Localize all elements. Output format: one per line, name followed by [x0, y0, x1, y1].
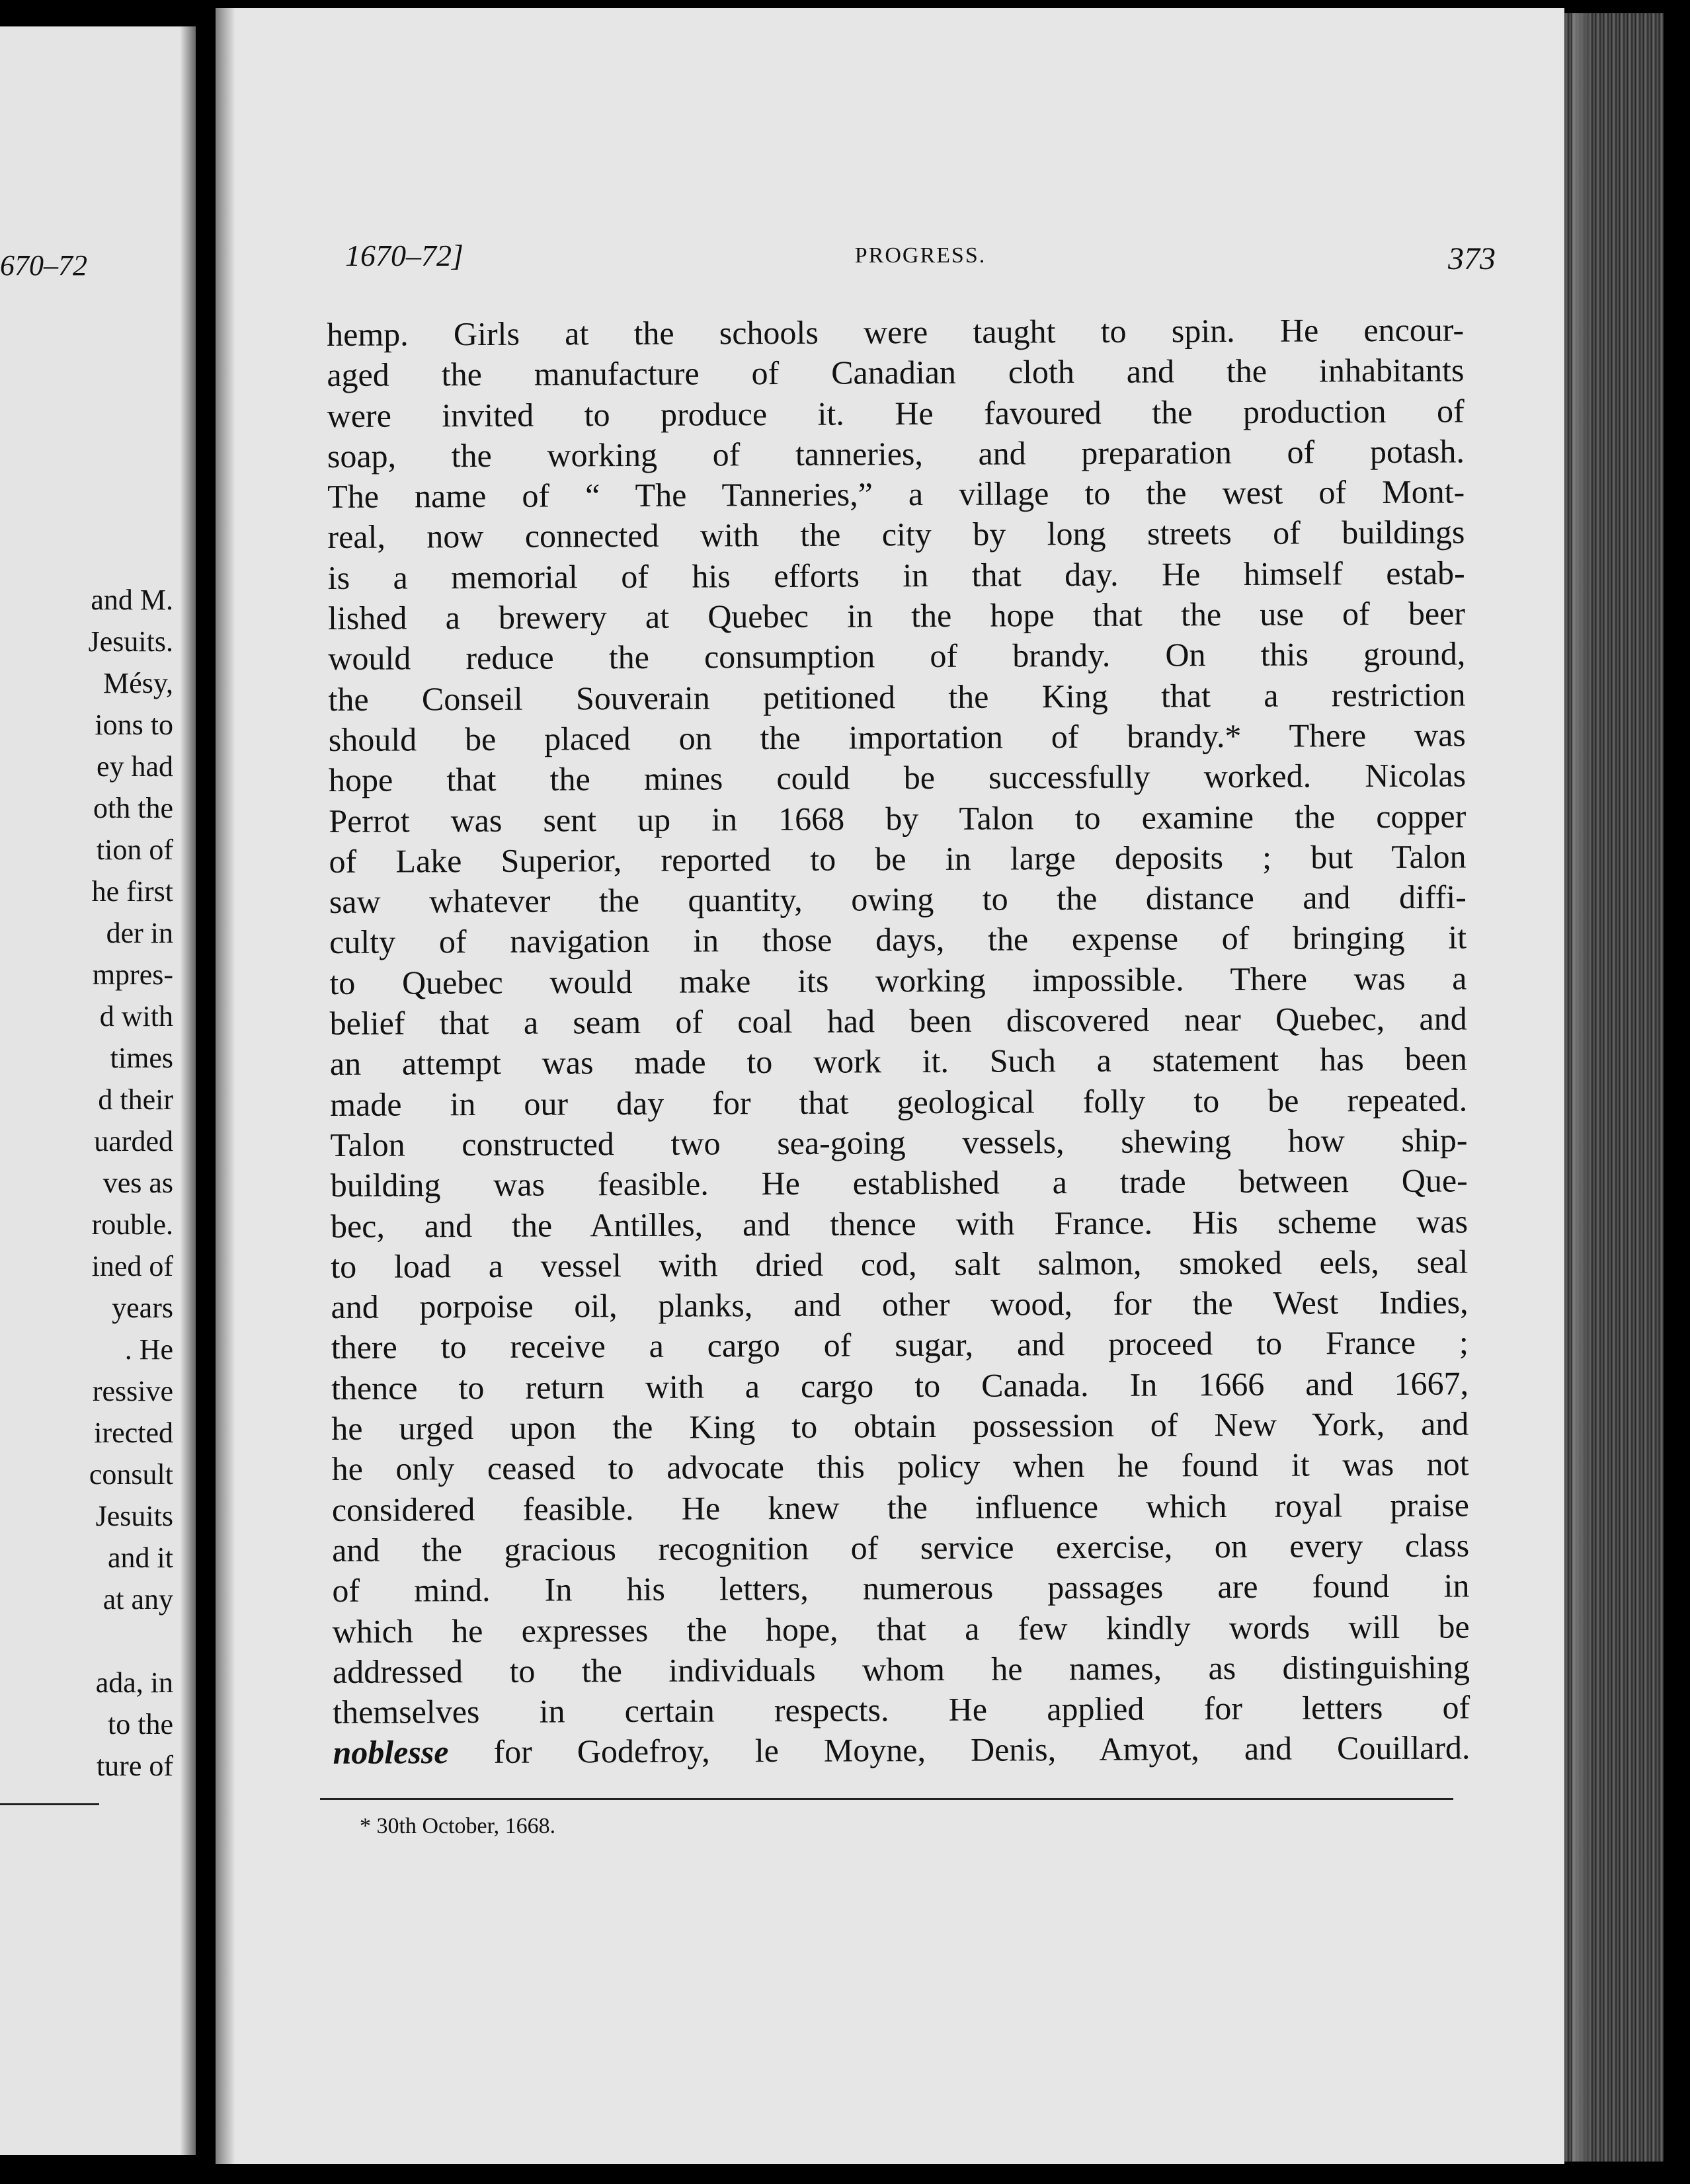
- body-line: lished a brewery at Quebec in the hope that the use of beer: [327, 594, 1466, 637]
- left-page-line: . He: [124, 1333, 173, 1366]
- body-line: bec, and the Antilles, and thence with France. His scheme was: [330, 1202, 1469, 1245]
- left-page-line: Jesuits.: [88, 625, 173, 658]
- left-page-line: at any: [102, 1583, 173, 1616]
- left-page-line: to the: [108, 1708, 173, 1740]
- left-footnote-rule: [0, 1803, 99, 1805]
- body-line: considered feasible. He knew the influence which royal praise: [331, 1486, 1469, 1528]
- left-page-line: tion of: [96, 834, 173, 866]
- body-line: hope that the mines could be successfully worked. Nicolas: [328, 756, 1467, 799]
- left-page-line: Jesuits: [95, 1500, 173, 1532]
- left-page-line: mpres-: [92, 958, 173, 991]
- fore-edge-highlight: [1572, 13, 1589, 2162]
- body-line: should be placed on the importation of brandy.* There was: [328, 716, 1466, 758]
- left-page-text: [89, 579, 173, 1787]
- body-line: addressed to the individuals whom he names, as distinguishing: [332, 1648, 1470, 1690]
- footnote-rule: [320, 1798, 1453, 1800]
- body-line: real, now connected with the city by long streets of buildings: [327, 513, 1465, 556]
- body-line: [333, 1728, 1470, 1774]
- left-page-line: years: [112, 1292, 173, 1324]
- gutter-shadow: [180, 26, 196, 2155]
- body-line: there to receive a cargo of sugar, and proceed to France ;: [331, 1323, 1469, 1366]
- body-line: to load a vessel with dried cod, salt salmon, smoked eels, seal: [331, 1243, 1469, 1285]
- left-page-line: Mésy,: [103, 667, 173, 699]
- body-line: thence to return with a cargo to Canada. In 1666 and 1667,: [331, 1364, 1469, 1407]
- left-page-line: ey had: [96, 750, 173, 783]
- body-line: Perrot was sent up in 1668 by Talon to examine the copper: [329, 797, 1467, 839]
- body-line: building was feasible. He established a trade between Que-: [330, 1161, 1468, 1204]
- body-line: culty of navigation in those days, the expense of bringing it: [329, 918, 1467, 961]
- left-page-line: ture of: [96, 1750, 173, 1782]
- body-line: and the gracious recognition of service exercise, on every class: [332, 1526, 1470, 1569]
- body-line: of mind. In his letters, numerous passages are found in: [332, 1567, 1470, 1610]
- body-line-rest: for Godefroy, le Moyne, Denis, Amyot, and Couillard.: [448, 1729, 1470, 1771]
- left-page-line: he first: [91, 875, 173, 908]
- body-line: were invited to produce it. He favoured the production of: [327, 392, 1465, 434]
- body-line: hemp. Girls at the schools were taught to spin. He encour-: [327, 311, 1465, 353]
- running-head-years: 1670–72]: [345, 239, 463, 272]
- body-line: Talon constructed two sea-going vessels, shewing how ship-: [330, 1121, 1468, 1163]
- binding-shadow: [216, 8, 235, 2164]
- left-running-head: 670–72: [0, 249, 87, 282]
- body-line: is a memorial of his efforts in that day. He himself estab-: [327, 554, 1465, 596]
- footnote: * 30th October, 1668.: [360, 1814, 556, 1838]
- body-line: would reduce the consumption of brandy. On this ground,: [328, 635, 1466, 678]
- left-page-line: ada, in: [95, 1666, 173, 1699]
- left-page-line: ressive: [92, 1375, 173, 1407]
- left-page-line: ions to: [95, 709, 173, 741]
- body-line: of Lake Superior, reported to be in large deposits ; but Talon: [329, 838, 1467, 880]
- left-page-line: d their: [98, 1083, 173, 1116]
- book-fore-edge: [1564, 13, 1664, 2162]
- body-line: the Conseil Souverain petitioned the King that a restriction: [328, 676, 1466, 718]
- left-page-line: [89, 1620, 173, 1662]
- left-page-line: consult: [89, 1458, 173, 1491]
- body-line: belief that a seam of coal had been discovered near Quebec, and: [329, 999, 1467, 1042]
- body-text: [327, 309, 1470, 1773]
- body-line: to Quebec would make its working impossible. There was a: [329, 959, 1467, 1001]
- left-page-line: der in: [106, 917, 173, 949]
- body-line: an attempt was made to work it. Such a statement has been: [329, 1040, 1468, 1083]
- left-page-line: rouble.: [91, 1208, 173, 1241]
- left-page-line: and it: [108, 1541, 173, 1574]
- left-facing-page: [0, 26, 196, 2155]
- body-line: he only ceased to advocate this policy when he found it was not: [331, 1445, 1469, 1488]
- running-head-title: PROGRESS.: [854, 243, 986, 268]
- italic-term: noblesse: [333, 1733, 449, 1772]
- running-head: [345, 238, 1496, 278]
- left-page-line: ves as: [102, 1167, 173, 1199]
- main-page: [216, 8, 1564, 2164]
- body-line: which he expresses the hope, that a few kindly words will be: [332, 1607, 1470, 1650]
- body-line: he urged upon the King to obtain possession of New York, and: [331, 1405, 1469, 1447]
- body-line: soap, the working of tanneries, and preparation of potash.: [327, 432, 1465, 475]
- page-number: 373: [1448, 241, 1496, 276]
- body-line: made in our day for that geological folly to be repeated.: [330, 1081, 1468, 1123]
- left-page-line: d with: [99, 1000, 173, 1033]
- left-page-line: times: [110, 1042, 173, 1074]
- left-page-line: irected: [94, 1417, 173, 1449]
- left-page-line: uarded: [94, 1125, 173, 1157]
- left-page-line: oth the: [93, 792, 173, 824]
- left-page-line: ined of: [91, 1250, 173, 1282]
- body-line: themselves in certain respects. He applied for letters of: [333, 1688, 1470, 1731]
- body-line: The name of “ The Tanneries,” a village to the west of Mont-: [327, 473, 1465, 516]
- body-line: saw whatever the quantity, owing to the distance and diffi-: [329, 878, 1467, 921]
- body-line: and porpoise oil, planks, and other wood, for the West Indies,: [331, 1283, 1469, 1326]
- body-line: aged the manufacture of Canadian cloth and the inhabitants: [327, 351, 1465, 394]
- left-page-line: and M.: [91, 584, 173, 616]
